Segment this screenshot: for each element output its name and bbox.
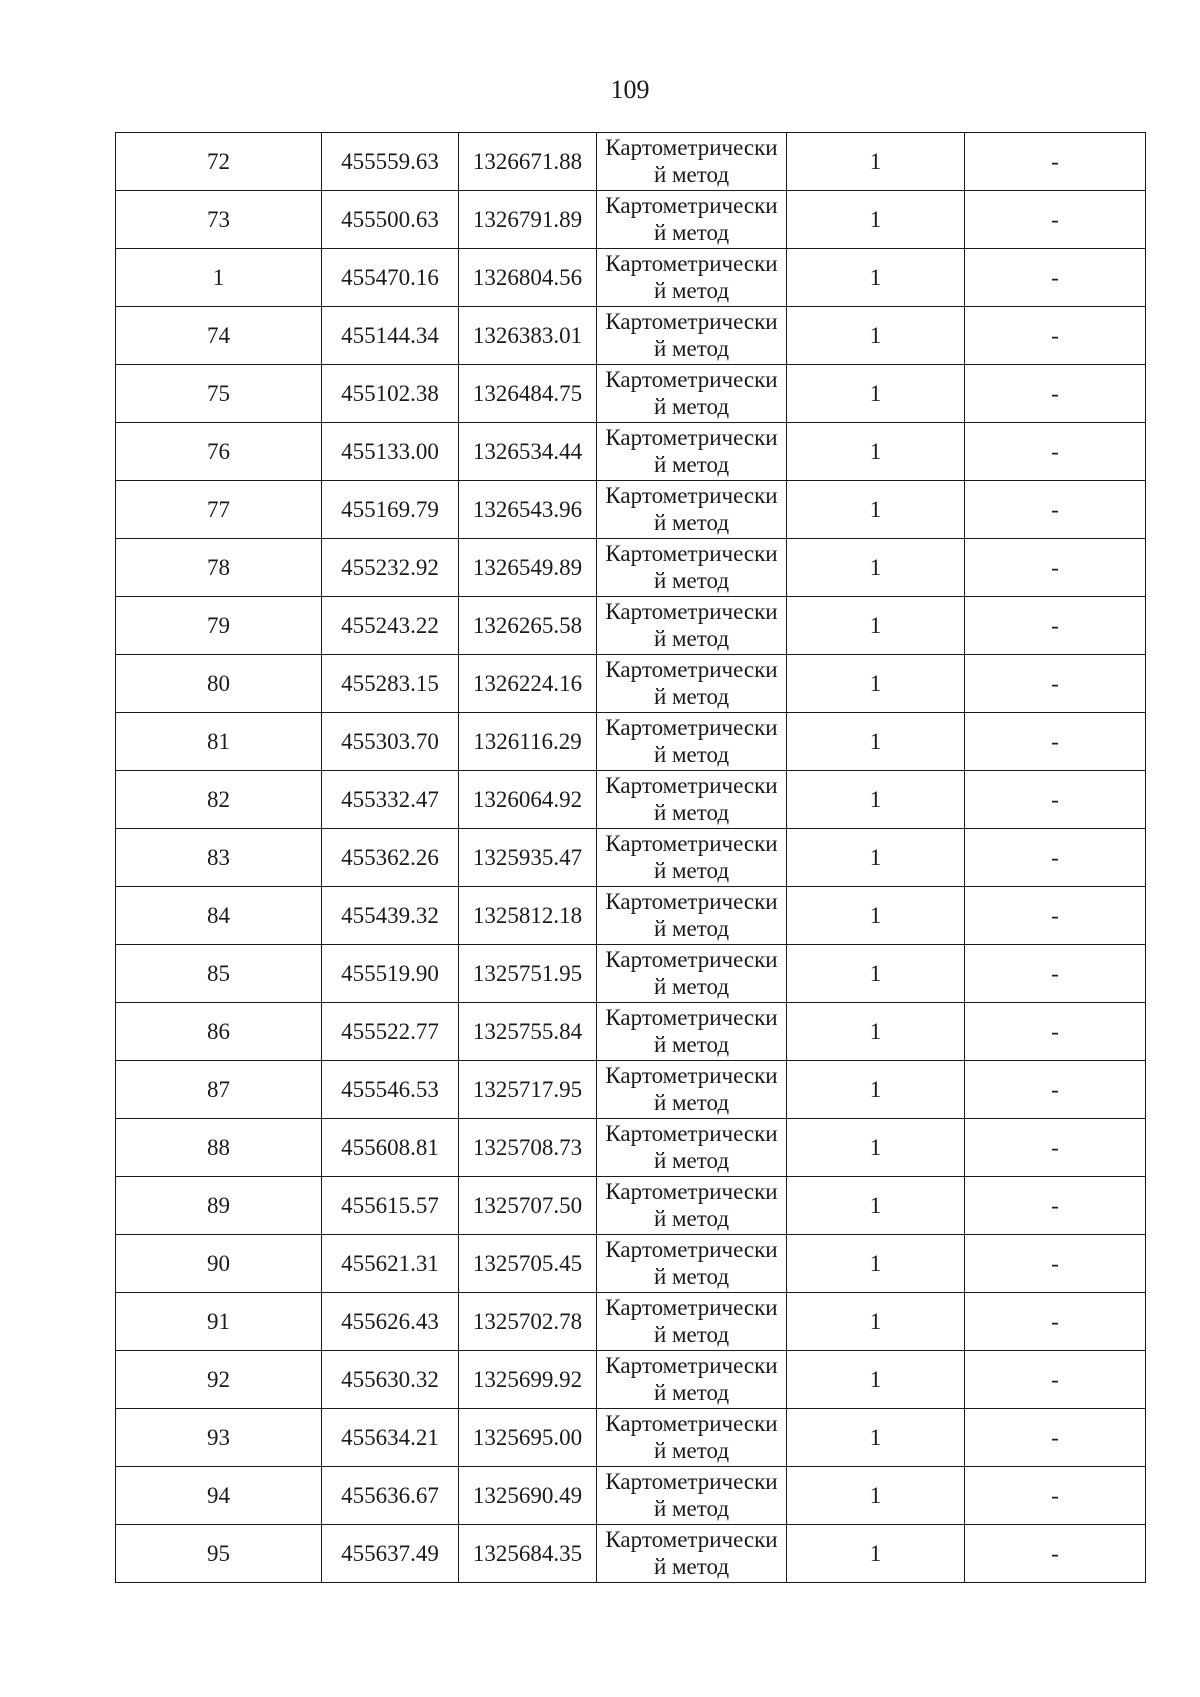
table-row [116,1409,1146,1467]
table-row [116,133,1146,191]
table-row [116,887,1146,945]
method-line-2: й метод [653,800,730,825]
cell-accuracy: 1 [787,1293,965,1351]
cell-point: 91 [116,1293,322,1351]
method-line-2: й метод [653,974,730,999]
cell-method [597,1235,787,1293]
cell-accuracy: 1 [787,1351,965,1409]
cell-method [597,1119,787,1177]
cell-note: - [965,771,1146,829]
cell-x: 455621.31 [322,1235,459,1293]
cell-method [597,771,787,829]
cell-point: 75 [116,365,322,423]
cell-x: 455144.34 [322,307,459,365]
method-line-1: Картометрически [605,1237,778,1262]
cell-y: 1326534.44 [459,423,597,481]
cell-method [597,481,787,539]
cell-point: 80 [116,655,322,713]
cell-point: 74 [116,307,322,365]
cell-method [597,423,787,481]
cell-method [597,539,787,597]
cell-x: 455303.70 [322,713,459,771]
method-line-1: Картометрически [605,831,778,856]
cell-accuracy: 1 [787,1467,965,1525]
cell-y: 1325707.50 [459,1177,597,1235]
method-line-2: й метод [653,336,730,361]
cell-method [597,655,787,713]
method-line-2: й метод [653,1380,730,1405]
cell-accuracy: 1 [787,1177,965,1235]
cell-x: 455470.16 [322,249,459,307]
method-line-2: й метод [653,1438,730,1463]
cell-accuracy: 1 [787,423,965,481]
cell-note: - [965,1293,1146,1351]
method-line-1: Картометрически [605,773,778,798]
cell-method [597,191,787,249]
cell-method [597,307,787,365]
cell-method [597,1351,787,1409]
cell-method [597,1061,787,1119]
cell-accuracy: 1 [787,191,965,249]
cell-note: - [965,365,1146,423]
method-line-2: й метод [653,1148,730,1173]
cell-y: 1326791.89 [459,191,597,249]
table-row [116,771,1146,829]
cell-y: 1326671.88 [459,133,597,191]
method-line-2: й метод [653,162,730,187]
cell-y: 1326116.29 [459,713,597,771]
cell-y: 1325690.49 [459,1467,597,1525]
cell-accuracy: 1 [787,133,965,191]
cell-point: 82 [116,771,322,829]
cell-x: 455102.38 [322,365,459,423]
method-line-2: й метод [653,452,730,477]
table-row [116,1467,1146,1525]
cell-y: 1325935.47 [459,829,597,887]
cell-accuracy: 1 [787,539,965,597]
cell-point: 1 [116,249,322,307]
cell-y: 1326383.01 [459,307,597,365]
method-line-2: й метод [653,1032,730,1057]
cell-y: 1325717.95 [459,1061,597,1119]
method-line-1: Картометрически [605,1063,778,1088]
cell-x: 455559.63 [322,133,459,191]
table-row [116,191,1146,249]
cell-note: - [965,539,1146,597]
cell-accuracy: 1 [787,1525,965,1583]
cell-point: 72 [116,133,322,191]
cell-y: 1325755.84 [459,1003,597,1061]
cell-accuracy: 1 [787,481,965,539]
cell-method [597,1409,787,1467]
cell-point: 95 [116,1525,322,1583]
cell-note: - [965,133,1146,191]
cell-method [597,1003,787,1061]
method-line-2: й метод [653,278,730,303]
cell-point: 87 [116,1061,322,1119]
method-line-1: Картометрически [605,1469,778,1494]
method-line-2: й метод [653,220,730,245]
coordinates-table [115,132,1146,1583]
cell-x: 455283.15 [322,655,459,713]
table-row [116,597,1146,655]
cell-note: - [965,1467,1146,1525]
cell-point: 83 [116,829,322,887]
cell-y: 1325705.45 [459,1235,597,1293]
cell-y: 1326484.75 [459,365,597,423]
method-line-2: й метод [653,394,730,419]
cell-x: 455630.32 [322,1351,459,1409]
cell-point: 79 [116,597,322,655]
method-line-1: Картометрически [605,657,778,682]
method-line-2: й метод [653,742,730,767]
cell-note: - [965,945,1146,1003]
cell-x: 455636.67 [322,1467,459,1525]
table-row [116,1525,1146,1583]
table-row [116,365,1146,423]
cell-x: 455439.32 [322,887,459,945]
cell-accuracy: 1 [787,1119,965,1177]
method-line-1: Картометрически [605,135,778,160]
method-line-2: й метод [653,1554,730,1579]
cell-accuracy: 1 [787,249,965,307]
cell-accuracy: 1 [787,365,965,423]
cell-note: - [965,1061,1146,1119]
method-line-1: Картометрически [605,541,778,566]
cell-y: 1326543.96 [459,481,597,539]
cell-accuracy: 1 [787,307,965,365]
cell-accuracy: 1 [787,771,965,829]
cell-accuracy: 1 [787,1409,965,1467]
cell-point: 89 [116,1177,322,1235]
method-line-2: й метод [653,916,730,941]
method-line-2: й метод [653,510,730,535]
method-line-1: Картометрически [605,1527,778,1552]
method-line-1: Картометрически [605,1411,778,1436]
cell-method [597,133,787,191]
cell-point: 90 [116,1235,322,1293]
method-line-1: Картометрически [605,889,778,914]
cell-point: 84 [116,887,322,945]
table-row [116,1177,1146,1235]
cell-method [597,1467,787,1525]
cell-point: 88 [116,1119,322,1177]
method-line-1: Картометрически [605,1295,778,1320]
cell-method [597,1177,787,1235]
cell-point: 77 [116,481,322,539]
cell-x: 455608.81 [322,1119,459,1177]
cell-x: 455243.22 [322,597,459,655]
table-row [116,1061,1146,1119]
method-line-2: й метод [653,1496,730,1521]
cell-note: - [965,829,1146,887]
cell-x: 455637.49 [322,1525,459,1583]
cell-point: 92 [116,1351,322,1409]
cell-point: 93 [116,1409,322,1467]
table-row [116,655,1146,713]
cell-accuracy: 1 [787,887,965,945]
cell-method [597,365,787,423]
table-row [116,1293,1146,1351]
method-line-1: Картометрически [605,309,778,334]
cell-note: - [965,191,1146,249]
cell-note: - [965,655,1146,713]
cell-note: - [965,1235,1146,1293]
cell-accuracy: 1 [787,655,965,713]
cell-y: 1326804.56 [459,249,597,307]
cell-accuracy: 1 [787,597,965,655]
method-line-1: Картометрически [605,599,778,624]
method-line-2: й метод [653,1090,730,1115]
cell-y: 1326265.58 [459,597,597,655]
cell-y: 1325751.95 [459,945,597,1003]
table-row [116,1119,1146,1177]
method-line-1: Картометрически [605,947,778,972]
method-line-2: й метод [653,858,730,883]
cell-point: 76 [116,423,322,481]
cell-y: 1325812.18 [459,887,597,945]
cell-y: 1325684.35 [459,1525,597,1583]
cell-method [597,887,787,945]
method-line-1: Картометрически [605,1353,778,1378]
cell-x: 455634.21 [322,1409,459,1467]
cell-y: 1325708.73 [459,1119,597,1177]
cell-accuracy: 1 [787,1235,965,1293]
method-line-2: й метод [653,1322,730,1347]
cell-point: 73 [116,191,322,249]
cell-note: - [965,423,1146,481]
cell-point: 85 [116,945,322,1003]
method-line-1: Картометрически [605,1121,778,1146]
cell-method [597,829,787,887]
method-line-1: Картометрически [605,367,778,392]
method-line-1: Картометрически [605,483,778,508]
cell-y: 1325699.92 [459,1351,597,1409]
method-line-2: й метод [653,568,730,593]
method-line-2: й метод [653,626,730,651]
cell-accuracy: 1 [787,1003,965,1061]
cell-note: - [965,1003,1146,1061]
cell-method [597,713,787,771]
cell-y: 1326064.92 [459,771,597,829]
cell-x: 455519.90 [322,945,459,1003]
table-row [116,1235,1146,1293]
cell-accuracy: 1 [787,829,965,887]
page-number: 109 [610,75,650,104]
table-row [116,539,1146,597]
table-row [116,1003,1146,1061]
cell-y: 1326224.16 [459,655,597,713]
cell-note: - [965,1351,1146,1409]
method-line-1: Картометрически [605,1005,778,1030]
table-row [116,307,1146,365]
cell-method [597,1525,787,1583]
method-line-1: Картометрически [605,1179,778,1204]
cell-note: - [965,597,1146,655]
cell-x: 455362.26 [322,829,459,887]
cell-method [597,597,787,655]
cell-note: - [965,1525,1146,1583]
cell-method [597,249,787,307]
cell-note: - [965,1177,1146,1235]
table-row [116,481,1146,539]
cell-x: 455232.92 [322,539,459,597]
cell-point: 78 [116,539,322,597]
cell-x: 455133.00 [322,423,459,481]
cell-x: 455546.53 [322,1061,459,1119]
cell-point: 81 [116,713,322,771]
method-line-1: Картометрически [605,715,778,740]
table-row [116,1351,1146,1409]
cell-method [597,1293,787,1351]
table-row [116,249,1146,307]
method-line-1: Картометрически [605,193,778,218]
cell-accuracy: 1 [787,1061,965,1119]
cell-y: 1325695.00 [459,1409,597,1467]
cell-x: 455615.57 [322,1177,459,1235]
cell-accuracy: 1 [787,945,965,1003]
cell-note: - [965,713,1146,771]
cell-point: 86 [116,1003,322,1061]
cell-note: - [965,887,1146,945]
method-line-1: Картометрически [605,425,778,450]
table-row [116,829,1146,887]
cell-note: - [965,1119,1146,1177]
cell-x: 455522.77 [322,1003,459,1061]
table-row [116,423,1146,481]
cell-note: - [965,249,1146,307]
method-line-2: й метод [653,1206,730,1231]
cell-method [597,945,787,1003]
cell-point: 94 [116,1467,322,1525]
method-line-2: й метод [653,684,730,709]
cell-x: 455169.79 [322,481,459,539]
cell-x: 455626.43 [322,1293,459,1351]
cell-x: 455500.63 [322,191,459,249]
method-line-1: Картометрически [605,251,778,276]
method-line-2: й метод [653,1264,730,1289]
cell-y: 1326549.89 [459,539,597,597]
table-row [116,713,1146,771]
cell-y: 1325702.78 [459,1293,597,1351]
table-row [116,945,1146,1003]
cell-note: - [965,481,1146,539]
cell-accuracy: 1 [787,713,965,771]
cell-note: - [965,307,1146,365]
cell-x: 455332.47 [322,771,459,829]
table-body [116,133,1146,1583]
cell-note: - [965,1409,1146,1467]
